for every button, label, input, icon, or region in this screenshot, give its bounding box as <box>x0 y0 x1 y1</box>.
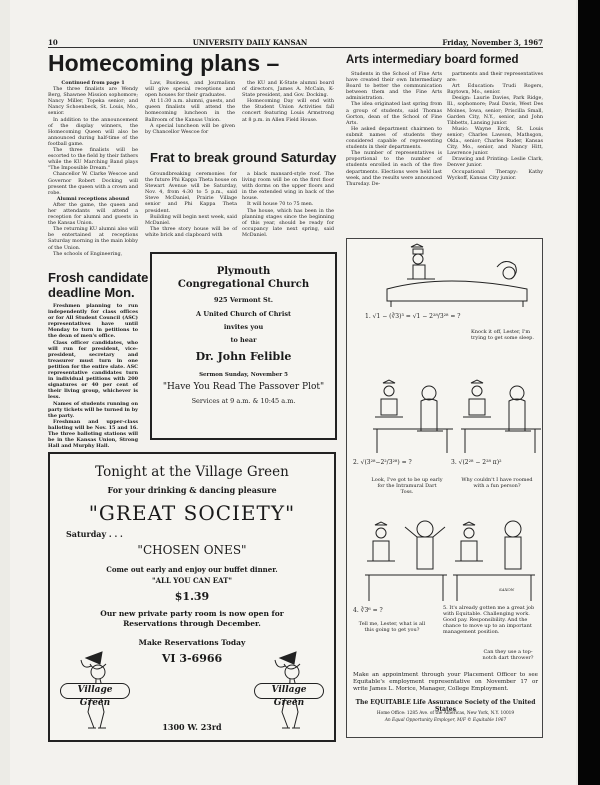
article-paragraph: Continued from page 1 <box>61 80 125 86</box>
village-price: $1.39 <box>174 590 210 603</box>
village-band-1: "GREAT SOCIETY" <box>88 501 296 525</box>
article-paragraph: Law, Business, and Journalism will give special receptions and open houses for their graduates. <box>145 80 235 99</box>
arts-column-2 <box>447 71 543 226</box>
village-all-you-can-eat: "ALL YOU CAN EAT" <box>151 576 233 585</box>
scan-border <box>578 0 600 785</box>
arts-column-1 <box>346 71 442 226</box>
frosh-story <box>48 303 138 450</box>
village-phone: VI 3-6966 <box>161 652 223 665</box>
frat-column-2 <box>242 171 334 241</box>
article-paragraph: The schools of Engineering, <box>53 250 123 257</box>
article-paragraph: The idea originated last spring from a group of students, said Thomas Gorton, dean of the School of Fine Arts. <box>346 101 442 126</box>
church-speaker: Dr. John Felible <box>195 350 292 363</box>
article-paragraph: the KU and K-State alumni board of directors, James A. McCain, K-State president, and Gov. Docking. <box>242 80 334 99</box>
equation-3: 3. √(2²⁸ − 2²⁸ π)² <box>451 459 502 466</box>
cartoonist-signature: SAXON <box>499 587 515 592</box>
equitable-cta: Make an appointment through your Placement Officer to see Equitable's employment representative on November 17 or write James L. Morice, Manager, College Employment. <box>353 672 538 693</box>
caption-why: Why couldn't I have roomed with a fun person? <box>461 477 533 489</box>
village-green-ad <box>48 452 336 742</box>
article-paragraph: Art Education: Trudi Rogers, Baytown, Mo., senior. <box>447 83 543 96</box>
church-address: 925 Vermont St. <box>213 296 273 304</box>
article-paragraph: A special luncheon will be given by Chancellor Wescoe for <box>145 122 235 135</box>
frat-headline: Frat to break ground Saturday <box>150 150 337 165</box>
page-number: 10 <box>48 38 58 47</box>
equitable-eeo: An Equal Opportunity Employer, M/F © Equitable 1967 <box>384 718 507 723</box>
header-rule <box>48 47 543 48</box>
article-paragraph: a black mansard-style roof. The living room will be on the first floor with dorms on the upper floors and in the extended wing in back of the house. <box>242 171 334 202</box>
village-buffet: Come out early and enjoy our buffet dinner. <box>106 565 278 574</box>
village-logo-left: Village Green <box>60 683 130 699</box>
article-paragraph: Design: Laurie Davies, Park Ridge, Ill., sophomore; Paul Davis, West Des Moines, Iowa, senior; Priscilla Small, Garden City, N.Y., senior, and John Tibbetts, Lansing junior. <box>447 95 543 126</box>
article-paragraph: The number of representatives is proportional to the number of students enrolled in each of the five departments. Elections were held last week, and the results were announced Thursday. De- <box>346 150 442 187</box>
village-subtitle: For your drinking & dancing pleasure <box>107 485 277 495</box>
article-paragraph: Students in the School of Fine Arts have created their own Intermediary Board to better the communication between them and the Fine Arts administration. <box>346 71 442 102</box>
homecoming-column-2 <box>145 80 235 146</box>
equitable-office: Home Office: 1285 Ave. of the Americas, New York, N.Y. 10019 <box>376 711 515 716</box>
church-sermon-title: "Have You Read The Passover Plot" <box>162 382 325 392</box>
caption-look: Look, I've got to be up early for the Intramural Dart Toss. <box>371 477 443 495</box>
article-paragraph: The three story house will be of white brick and clapboard with <box>145 225 237 238</box>
church-sermon-date: Sermon Sunday, November 5 <box>199 372 288 378</box>
equation-2: 2. √(3²⁸−2²/3²⁸) = ? <box>353 459 412 466</box>
caption-knock-it-off: Knock it off, Lester, I'm trying to get some sleep. <box>471 329 534 341</box>
village-logo-right: Village Green <box>254 683 324 699</box>
article-paragraph: Music: Wayne Erck, St. Louis senior; Charles Lawson, Mathsgon, Okla., senior; Charles Ruder, Kansas City, Mo., senior, and Nancy Hitt, Lawrence junior. <box>447 125 543 157</box>
caption-answer: 5. It's already gotten me a great job with Equitable. Challenging work. Good pay. Responsibility. And the chance to move up to an important management position. <box>443 605 535 635</box>
frosh-headline <box>48 270 148 300</box>
church-ad <box>150 252 337 440</box>
church-affiliation: A United Church of Christ <box>196 310 291 318</box>
article-paragraph: Building will begin next week, said McDaniel. <box>145 213 237 226</box>
church-services: Services at 9 a.m. & 10:45 a.m. <box>191 397 296 405</box>
homecoming-headline: Homecoming plans – <box>48 50 280 76</box>
equation-1: 1. √1 − (∛3)³ = √1 − 2²⁸/3²⁸ = ? <box>365 313 461 320</box>
caption-tell-me: Tell me, Lester, what is all this going to get you? <box>358 621 426 633</box>
article-paragraph: Groundbreaking ceremonies for the future Phi Kappa Theta house on Stewart Avenue will be Saturday, Nov. 4, from 4:30 to 5 p.m., said Steve McDaniel, Prairie Village senior and Phi Kappa Theta president. <box>145 171 237 214</box>
article-paragraph: Drawing and Printing: Leslie Clark, Denver junior. <box>447 156 543 169</box>
issue-date: Friday, November 3, 1967 <box>442 38 543 47</box>
article-paragraph: Class officer candidates, who will run for president, vice-president, secretary and treasurer must turn in one petition for the entire slate. ASC representative candidates turn in individual petitions with 200 signatures or 40 per cent of their living group, whichever is less. <box>48 339 138 401</box>
village-reservations: Make Reservations Today <box>138 638 246 647</box>
article-paragraph: Occupational Therapy: Kathy Wyckoff, Kansas City junior. <box>447 168 543 181</box>
homecoming-column-1 <box>48 80 138 285</box>
article-paragraph: Chancellor W. Clarke Wescoe and Governor Robert Docking will present the queen with a crown and robe. <box>48 171 138 196</box>
village-title: Tonight at the Village Green <box>95 464 289 480</box>
frat-column-1 <box>145 171 237 241</box>
article-paragraph: In addition to the announcement of the display winners, the Homecoming Queen will also be announced during half-time of the football game. <box>48 116 138 147</box>
village-saturday: Saturday . . . <box>66 529 123 539</box>
caption-dart-thrower: Can they use a top-notch dart thrower? <box>482 649 534 661</box>
equitable-ad <box>346 238 543 738</box>
cartoon-panel-4-icon <box>361 511 451 603</box>
church-invites: invites you <box>223 323 264 331</box>
article-paragraph: Freshman and upper-class balloting will be Nov. 15 and 16. The three balloting stations will be in the Kansas Union, Strong Hall and Murphy Hall. <box>48 418 138 450</box>
village-band-2: "CHOSEN ONES" <box>137 543 247 557</box>
cartoon-panel-5-icon <box>449 511 539 603</box>
homecoming-column-3 <box>242 80 334 146</box>
frosh-headline-line-2: deadline Mon. <box>48 285 135 300</box>
equation-4-number: 4. <box>353 607 359 614</box>
arts-headline: Arts intermediary board formed <box>346 54 519 66</box>
church-to-hear: to hear <box>230 336 257 344</box>
village-address: 1300 W. 23rd <box>162 722 222 732</box>
cartoon-panel-1-icon <box>367 243 537 309</box>
church-name-1: Plymouth <box>216 266 271 277</box>
article-paragraph: Homecoming Day will end with the Student Union Activities fall concert featuring Louis Armstrong at 8 p.m. in Allen Field House. <box>242 98 334 123</box>
page-header <box>48 38 543 47</box>
church-name-2: Congregational Church <box>177 279 310 290</box>
equation-4: 4. ∛3⁶ = ? <box>353 607 383 614</box>
article-paragraph: The three finalists will be escorted to the field by their fathers while the KU Marching Band plays "The Impossible Dream." <box>48 147 138 172</box>
article-paragraph: The house, which has been in the planning stages since the beginning of this year, should be ready for occupancy late next spring, said McDaniel. <box>242 207 334 238</box>
article-paragraph: Freshmen planning to run independently for class offices or for All Student Council (ASC) representatives have until Monday to turn in petitions to the dean of men's office. <box>48 303 138 340</box>
article-paragraph: The returning KU alumni also will be entertained at receptions Saturday morning in the main lobby of the Union. <box>48 226 138 251</box>
newspaper-name: UNIVERSITY DAILY KANSAN <box>192 38 308 47</box>
village-party-room: Our new private party room is now open for Reservations through December. <box>100 609 284 628</box>
article-paragraph: Names of students running on party tickets will be turned in by the party. <box>48 400 138 419</box>
frosh-headline-line-1: Frosh candidate <box>48 270 149 285</box>
article-paragraph: It will house 70 to 75 men. <box>247 201 314 208</box>
article-paragraph: He asked department chairmen to submit names of students they considered capable of representing students in their departments. <box>346 125 442 151</box>
equation-2-number: 2. <box>353 459 359 466</box>
equitable-company: The EQUITABLE Life Assurance Society of the United States <box>355 699 536 713</box>
equation-1-number: 1. <box>365 313 371 320</box>
article-paragraph: partments and their representatives are: <box>447 71 543 84</box>
article-paragraph: At 11:30 a.m. alumni, guests, and queen finalists will attend the homecoming luncheon in the Ballroom of the Kansas Union. <box>145 98 235 123</box>
equation-3-number: 3. <box>451 459 457 466</box>
article-paragraph: After the game, the queen and her attendants will attend a reception for alumni and guests in the Kansas Union. <box>48 201 138 227</box>
article-paragraph: Alumni receptions abound <box>56 195 130 202</box>
cartoon-panel-2-icon <box>367 369 457 455</box>
cartoon-panel-3-icon <box>455 369 545 455</box>
article-paragraph: The three finalists are Wendy Berg, Shawnee Mission sophomore; Nancy Miller, Topeka senior; and Nancy Schoenbeck, St. Louis, Mo., senior. <box>48 86 138 117</box>
